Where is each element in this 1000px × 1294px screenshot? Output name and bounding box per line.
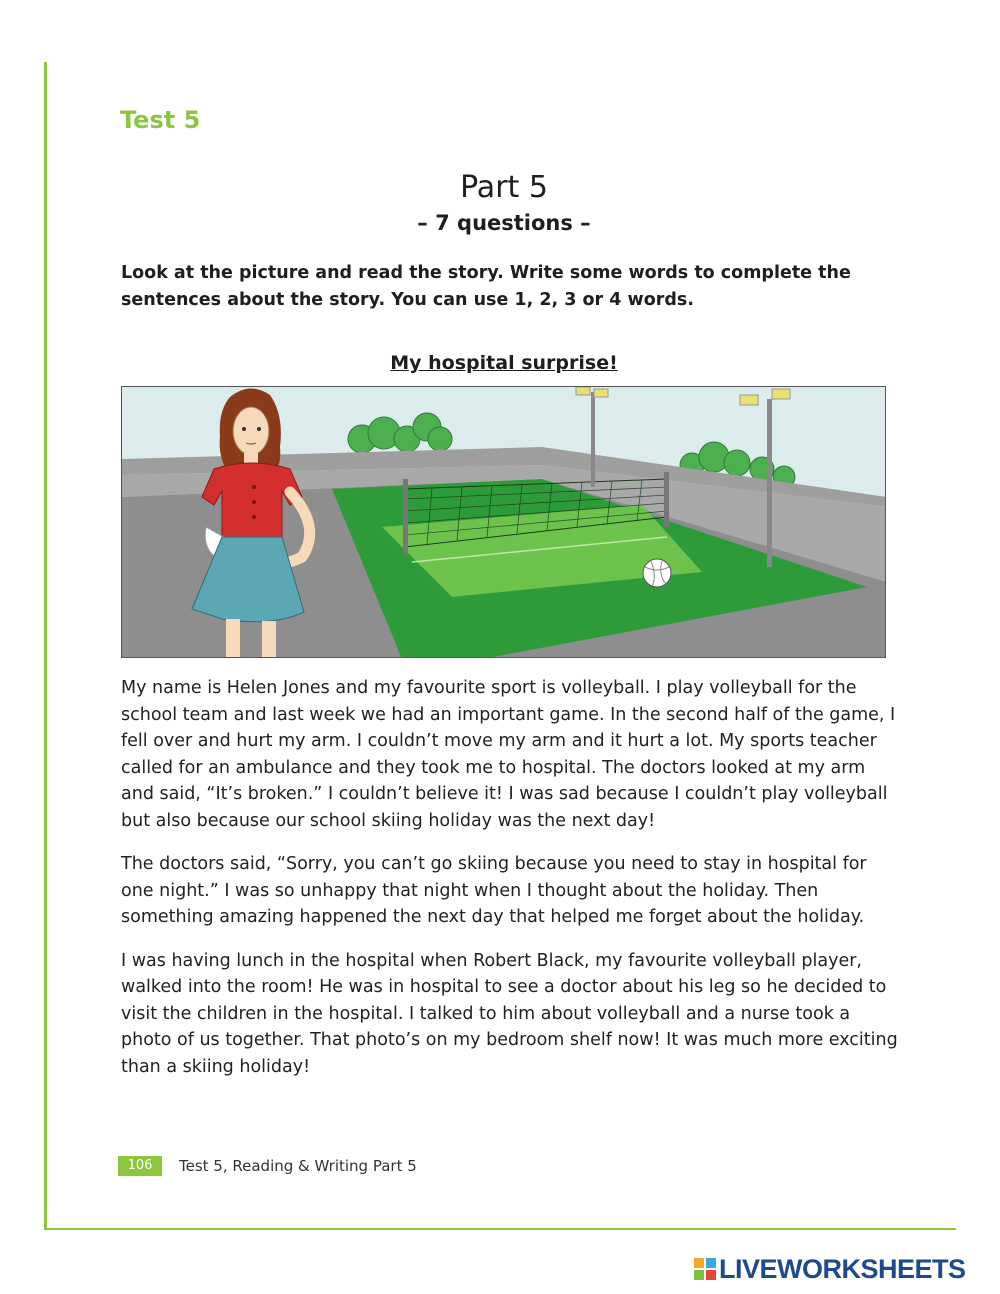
volleyball-court-illustration [122, 387, 886, 658]
story-paragraph: I was having lunch in the hospital when Robert Black, my favourite volleyball player, walked into the room! He was in hospital to see a doctor about his leg so he decided to visit the children in the hospital. I talked to him about volleyball and a nurse took a photo of us together. That photo’s on my bedroom shelf now! It was much more exciting than a skiing holiday! [121, 950, 898, 1077]
test-label: Test 5 [120, 106, 201, 134]
story-paragraph: The doctors said, “Sorry, you can’t go skiing because you need to stay in hospital for one night.” I was so unhappy that night when I thought about the holiday. Then something amazing happened the next day that helped me forget about the holiday. [121, 854, 867, 927]
part-title: Part 5 [460, 170, 548, 205]
brand-name: LIVEWORKSHEETS [719, 1253, 966, 1284]
story-title: My hospital surprise! [390, 352, 618, 374]
part-subtitle: – 7 questions – [417, 211, 591, 235]
liveworksheets-logo-icon [694, 1258, 716, 1280]
story-illustration [121, 386, 886, 658]
left-margin-rule [44, 62, 47, 1230]
liveworksheets-brand[interactable] [694, 1254, 966, 1284]
instructions: Look at the picture and read the story. Write some words to complete the sentences about the story. You can use 1, 2, 3 or 4 words. [121, 263, 851, 310]
story-paragraph: My name is Helen Jones and my favourite sport is volleyball. I play volleyball for the school team and last week we had an important game. In the second half of the game, I fell over and hurt my arm. I couldn’t move my arm and it hurt a lot. My sports teacher called for an ambulance and they took me to hospital. The doctors looked at my arm and said, “It’s broken.” I couldn’t believe it! I was sad because I couldn’t play volleyball but also because our school skiing holiday was the next day! [121, 678, 896, 831]
bottom-rule [44, 1228, 956, 1230]
story-text [121, 675, 901, 1097]
footer-text: Test 5, Reading & Writing Part 5 [179, 1157, 417, 1175]
page-number: 106 [118, 1156, 162, 1176]
